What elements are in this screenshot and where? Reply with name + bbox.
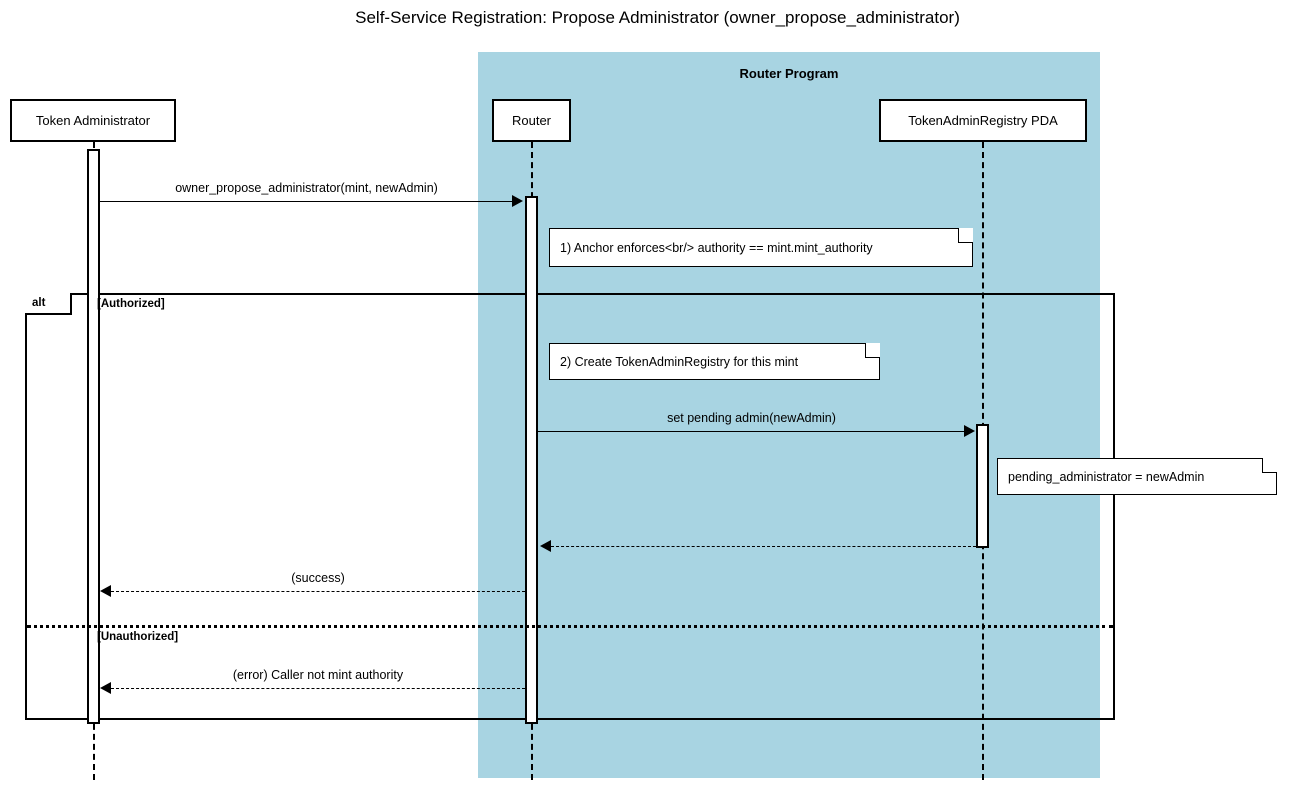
note-create-token-admin-registry-text: 2) Create TokenAdminRegistry for this mint xyxy=(560,354,799,369)
group-router-program-label: Router Program xyxy=(739,66,839,81)
message-error-line xyxy=(111,688,525,689)
message-owner-propose-administrator-arrow xyxy=(512,195,523,207)
diagram-title: Self-Service Registration: Propose Administrator (owner_propose_administrator) xyxy=(355,8,960,27)
note-fold-icon xyxy=(1262,458,1277,473)
message-success-arrow xyxy=(100,585,111,597)
message-owner-propose-administrator-line xyxy=(100,201,513,202)
note-anchor-enforces-text: 1) Anchor enforces<br/> authority == mint.mint_authority xyxy=(560,240,873,255)
message-error-arrow xyxy=(100,682,111,694)
note-pending-administrator xyxy=(997,458,1277,495)
activation-router xyxy=(525,196,538,724)
participant-token-admin-registry-pda-label: TokenAdminRegistry PDA xyxy=(908,113,1058,128)
note-create-token-admin-registry xyxy=(549,343,880,380)
note-anchor-enforces xyxy=(549,228,973,267)
alt-fragment-divider xyxy=(27,625,1113,628)
message-success-line xyxy=(111,591,525,592)
participant-token-admin-registry-pda[interactable] xyxy=(879,99,1087,142)
message-pda-return-arrow xyxy=(540,540,551,552)
alt-fragment-condition-authorized: [Authorized] xyxy=(97,298,165,310)
note-pending-administrator-text: pending_administrator = newAdmin xyxy=(1008,469,1205,484)
participant-token-administrator[interactable] xyxy=(10,99,176,142)
message-set-pending-admin-label: set pending admin(newAdmin) xyxy=(667,411,836,425)
message-set-pending-admin-arrow xyxy=(964,425,975,437)
participant-router[interactable] xyxy=(492,99,571,142)
note-fold-icon xyxy=(865,343,880,358)
participant-router-label: Router xyxy=(511,113,552,128)
message-pda-return-line xyxy=(551,546,976,547)
message-success-label: (success) xyxy=(291,571,345,585)
message-set-pending-admin-line xyxy=(538,431,965,432)
activation-token-admin-registry-pda xyxy=(976,424,989,548)
alt-fragment-condition-unauthorized: [Unauthorized] xyxy=(97,631,179,643)
message-owner-propose-administrator-label: owner_propose_administrator(mint, newAdmin) xyxy=(175,181,438,195)
participant-token-administrator-label: Token Administrator xyxy=(35,113,151,128)
alt-fragment-operator: alt xyxy=(25,293,72,315)
message-error-label: (error) Caller not mint authority xyxy=(232,668,404,682)
note-fold-icon xyxy=(958,228,973,243)
